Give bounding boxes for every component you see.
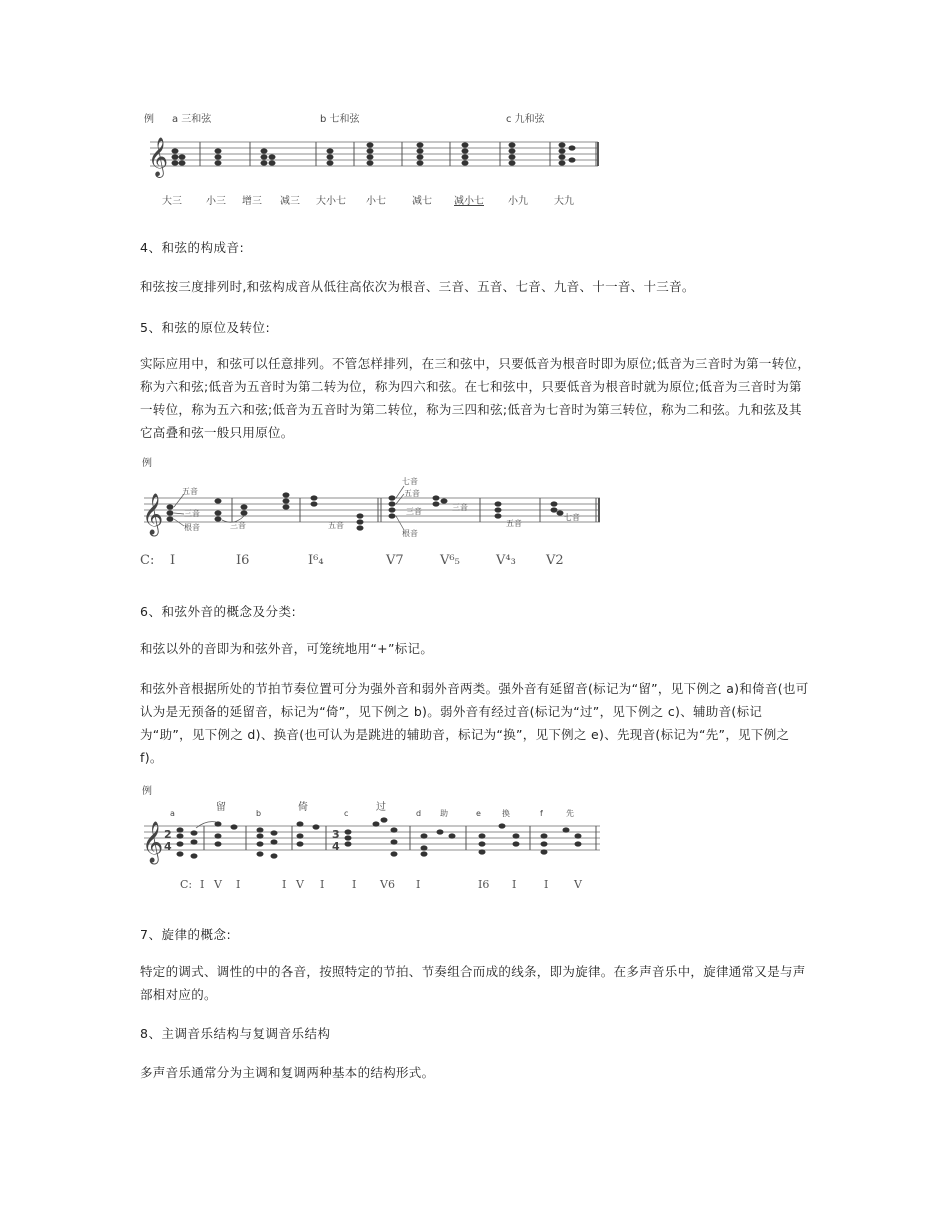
nonchord-tones-figure <box>140 780 610 894</box>
tone-label-third: 三音 <box>230 521 246 530</box>
tone-label-fifth: 五音 <box>182 487 198 496</box>
section-8-body: 多声音乐通常分为主调和复调两种基本的结构形式。 <box>140 1065 435 1080</box>
chord-symbol: I <box>236 878 241 891</box>
tone-label-seventh: 七音 <box>564 513 580 522</box>
example-letter: f <box>540 809 543 818</box>
example-letter: e <box>476 809 481 818</box>
chord-type-label: 小九 <box>508 196 528 207</box>
chord-symbol: I <box>320 878 325 891</box>
chord-symbol: I⁶₄ <box>308 553 324 568</box>
chord-type-label: 大三 <box>162 196 182 207</box>
tone-label-third: 三音 <box>184 509 200 518</box>
chord-symbol: V <box>574 878 582 891</box>
tone-label-fifth: 五音 <box>506 519 522 528</box>
treble-clef-icon: 𝄞 <box>142 822 164 863</box>
chord-symbol: V⁴₃ <box>496 553 516 568</box>
section-6-body-1: 和弦以外的音即为和弦外音，可笼统地用“+”标记。 <box>140 641 434 656</box>
example-letter: b <box>256 809 262 818</box>
figure1-label-c: c 九和弦 <box>506 114 545 125</box>
chord-symbol: I <box>352 878 357 891</box>
chord-type-label: 减七 <box>412 196 432 207</box>
chord-symbol: V7 <box>386 553 404 568</box>
section-8-heading: 8、主调音乐结构与复调音乐结构 <box>140 1026 331 1041</box>
tone-label-seventh: 七音 <box>402 477 418 486</box>
example-letter: d <box>416 809 422 818</box>
chord-types-figure <box>140 108 610 212</box>
chord-symbol: I6 <box>236 553 250 568</box>
figure1-label-b: b 七和弦 <box>320 114 360 125</box>
time-signature: 2 <box>164 828 172 841</box>
key-label: C: <box>140 553 155 568</box>
section-7-body: 特定的调式、调性的中的各音，按照特定的节拍、节奏组合而成的线条，即为旋律。在多声音乐中，旋律通常又是与声部相对应的。 <box>140 964 806 1002</box>
inversion-figure <box>140 454 610 572</box>
tone-label-third: 三音 <box>452 503 468 512</box>
figure2-prefix: 例 <box>142 458 152 469</box>
chord-symbol: I <box>544 878 549 891</box>
chord-type-label: 减小七 <box>454 196 484 207</box>
tone-label-third: 三音 <box>406 507 422 516</box>
example-letter: c <box>344 809 349 818</box>
section-4-body: 和弦按三度排列时,和弦构成音从低往高依次为根音、三音、五音、七音、九音、十一音、十三音。 <box>140 279 695 294</box>
chord-type-label: 小七 <box>366 196 386 207</box>
staff-lines <box>144 498 600 522</box>
chord-symbol: I <box>282 878 287 891</box>
chord-symbol: I <box>416 878 421 891</box>
chord-symbol: V⁶₅ <box>440 553 460 568</box>
section-7-heading: 7、旋律的概念: <box>140 927 232 942</box>
chord-symbol: I <box>512 878 517 891</box>
tone-label-fifth: 五音 <box>404 489 420 498</box>
key-label: C: <box>180 878 193 891</box>
chord-symbol: I <box>200 878 205 891</box>
nonchord-mark: 倚 <box>298 802 308 813</box>
section-5-heading: 5、和弦的原位及转位: <box>140 320 271 335</box>
time-signature: 3 <box>332 828 340 841</box>
treble-clef-icon: 𝄞 <box>148 137 169 177</box>
section-4-heading: 4、和弦的构成音: <box>140 240 245 255</box>
staff-lines <box>144 826 600 850</box>
tone-label-root: 根音 <box>402 529 418 538</box>
tone-label-root: 根音 <box>184 523 200 532</box>
chord-symbol: V <box>296 878 304 891</box>
nonchord-mark: 留 <box>216 802 226 813</box>
treble-clef-icon: 𝄞 <box>142 494 164 535</box>
figure1-prefix: 例 <box>144 114 154 125</box>
chord-symbol: V6 <box>380 878 395 891</box>
time-signature: 4 <box>164 840 172 853</box>
example-letter: a <box>170 809 175 818</box>
tone-label-fifth: 五音 <box>328 521 344 530</box>
nonchord-mark: 换 <box>502 809 510 818</box>
chord-type-label: 小三 <box>206 196 226 207</box>
time-signature: 4 <box>332 840 340 853</box>
section-5-body: 实际应用中，和弦可以任意排列。不管怎样排列，在三和弦中，只要低音为根音时即为原位;低音为三音时为第一转位，称为六和弦;低音为五音时为第二转为位，称为四六和弦。在七和弦中，只要低音为根音时就为原位;低音为三音时为第一转位，称为五六和弦;低音为五音时为第二转位，称为三四和弦;低音为七音时为第三转位，称为二和弦。九和弦及其它高叠和弦一般只用原位。 <box>140 356 811 440</box>
figure3-prefix: 例 <box>142 786 152 797</box>
chord-type-label: 大九 <box>554 196 574 207</box>
chord-symbol: I <box>170 553 176 568</box>
section-6-heading: 6、和弦外音的概念及分类: <box>140 604 297 619</box>
chord-type-label: 增三 <box>242 196 262 207</box>
chord-symbol: V <box>214 878 222 891</box>
ties <box>196 822 216 828</box>
nonchord-mark: 助 <box>440 809 448 818</box>
section-6-body-2: 和弦外音根据所处的节拍节奏位置可分为强外音和弱外音两类。强外音有延留音(标记为“留”，见下例之 a)和倚音(也可认为是无预备的延留音，标记为“倚”，见下例之 b)。弱外音有经过音(标记为“过”，见下例之 c)、辅助音(标记为“助”，见下例之 d)、换音(也可认为是跳进的辅助音，标记为“换”，见下例之 e)、先现音(标记为“先”，见下例之 f)。 <box>140 681 809 765</box>
nonchord-mark: 先 <box>566 809 574 818</box>
chord-type-label: 大小七 <box>316 196 346 207</box>
chord-type-label: 减三 <box>280 196 300 207</box>
chord-symbol: V2 <box>546 553 564 568</box>
nonchord-mark: 过 <box>376 802 386 813</box>
chord-symbol: I6 <box>478 878 490 891</box>
figure1-label-a: a 三和弦 <box>172 114 212 125</box>
